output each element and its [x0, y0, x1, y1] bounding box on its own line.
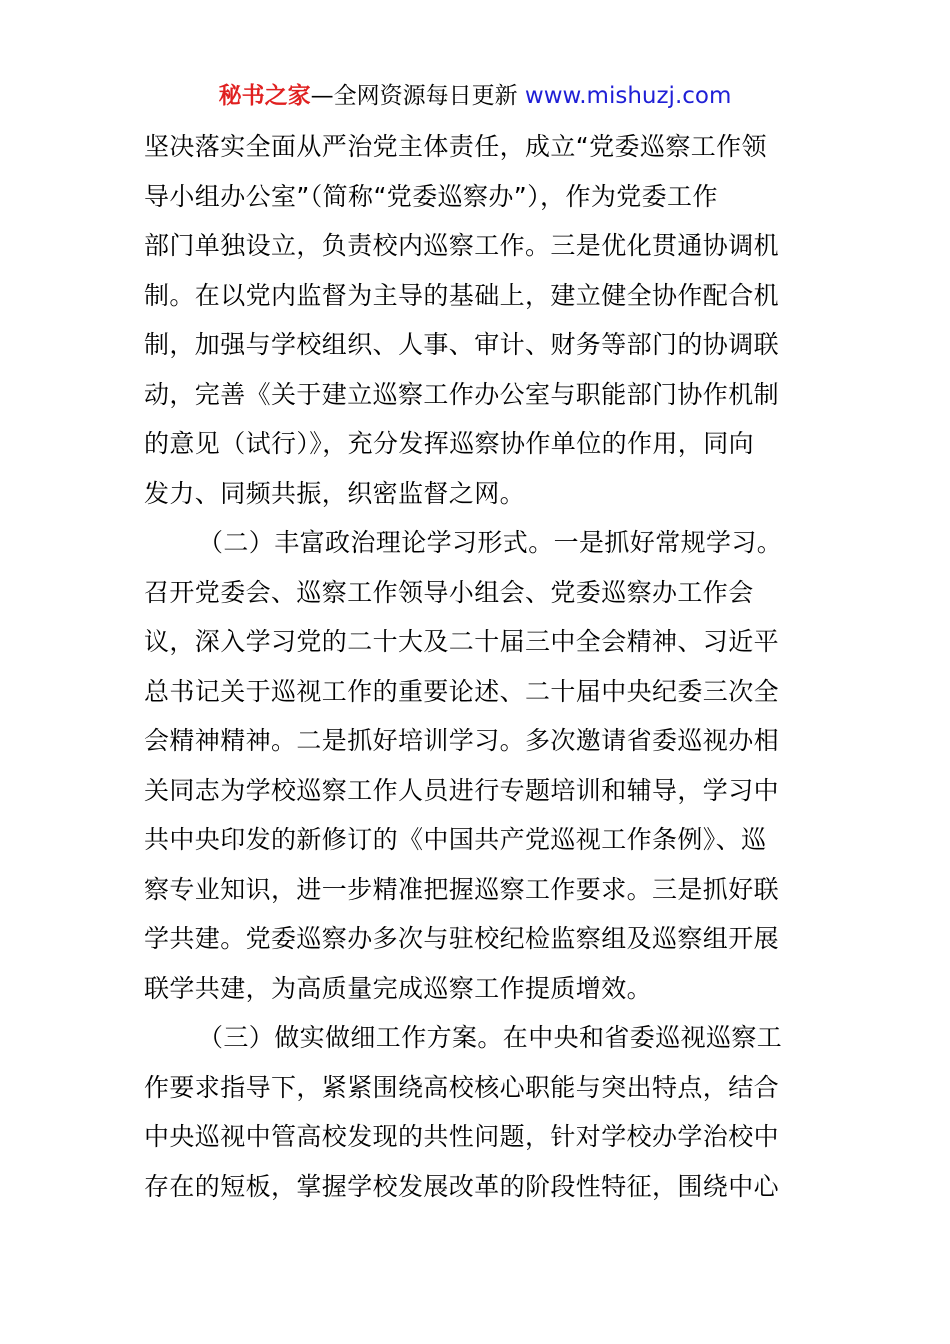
text-line: 共中央印发的新修订的《中国共产党巡视工作条例》、巡 — [144, 825, 767, 854]
text-line: 动，完善《关于建立巡察工作办公室与职能部门协作机制 — [144, 379, 780, 409]
text-line: 中央巡视中管高校发现的共性问题，针对学校办学治校中 — [144, 1122, 780, 1151]
text-line: 坚决落实全面从严治党主体责任，成立“党委巡察工作领 — [144, 132, 767, 161]
text-line: 存在的短板，掌握学校发展改革的阶段性特征，围绕中心 — [144, 1171, 780, 1201]
text-line: 导小组办公室”（简称“党委巡察办”），作为党委工作 — [144, 181, 718, 211]
text-line: 制。在以党内监督为主导的基础上，建立健全协作配合机 — [144, 280, 780, 310]
site-tagline: —全网资源每日更新 — [310, 83, 525, 109]
text-line: 察专业知识，进一步精准把握巡察工作要求。三是抓好联 — [144, 874, 780, 904]
site-header — [0, 80, 950, 112]
text-line: 发力、同频共振，织密监督之网。 — [144, 478, 526, 508]
site-brand: 秘书之家 — [218, 83, 311, 109]
section-heading-line: （二）丰富政治理论学习形式。一是抓好常规学习。 — [198, 528, 783, 557]
text-line: 作要求指导下，紧紧围绕高校核心职能与突出特点，结合 — [144, 1072, 780, 1102]
text-line: 议，深入学习党的二十大及二十届三中全会精神、习近平 — [144, 627, 780, 656]
section-heading-line: （三）做实做细工作方案。在中央和省委巡视巡察工 — [198, 1023, 783, 1052]
text-line: 的意见（试行）》，充分发挥巡察协作单位的作用，同向 — [144, 429, 755, 458]
text-line: 学共建。党委巡察办多次与驻校纪检监察组及巡察组开展 — [144, 924, 780, 953]
document-body — [144, 122, 808, 1211]
text-line: 召开党委会、巡察工作领导小组会、党委巡察办工作会 — [144, 577, 754, 607]
text-line: 关同志为学校巡察工作人员进行专题培训和辅导，学习中 — [144, 775, 780, 805]
text-line: 部门单独设立，负责校内巡察工作。三是优化贯通协调机 — [144, 231, 780, 260]
site-url-link[interactable]: www.mishuzj.com — [524, 83, 732, 109]
text-line: 会精神精神。二是抓好培训学习。多次邀请省委巡视办相 — [144, 726, 780, 755]
text-line: 制，加强与学校组织、人事、审计、财务等部门的协调联 — [144, 330, 780, 359]
text-line: 联学共建，为高质量完成巡察工作提质增效。 — [144, 973, 653, 1003]
text-line: 总书记关于巡视工作的重要论述、二十届中央纪委三次全 — [144, 676, 780, 706]
